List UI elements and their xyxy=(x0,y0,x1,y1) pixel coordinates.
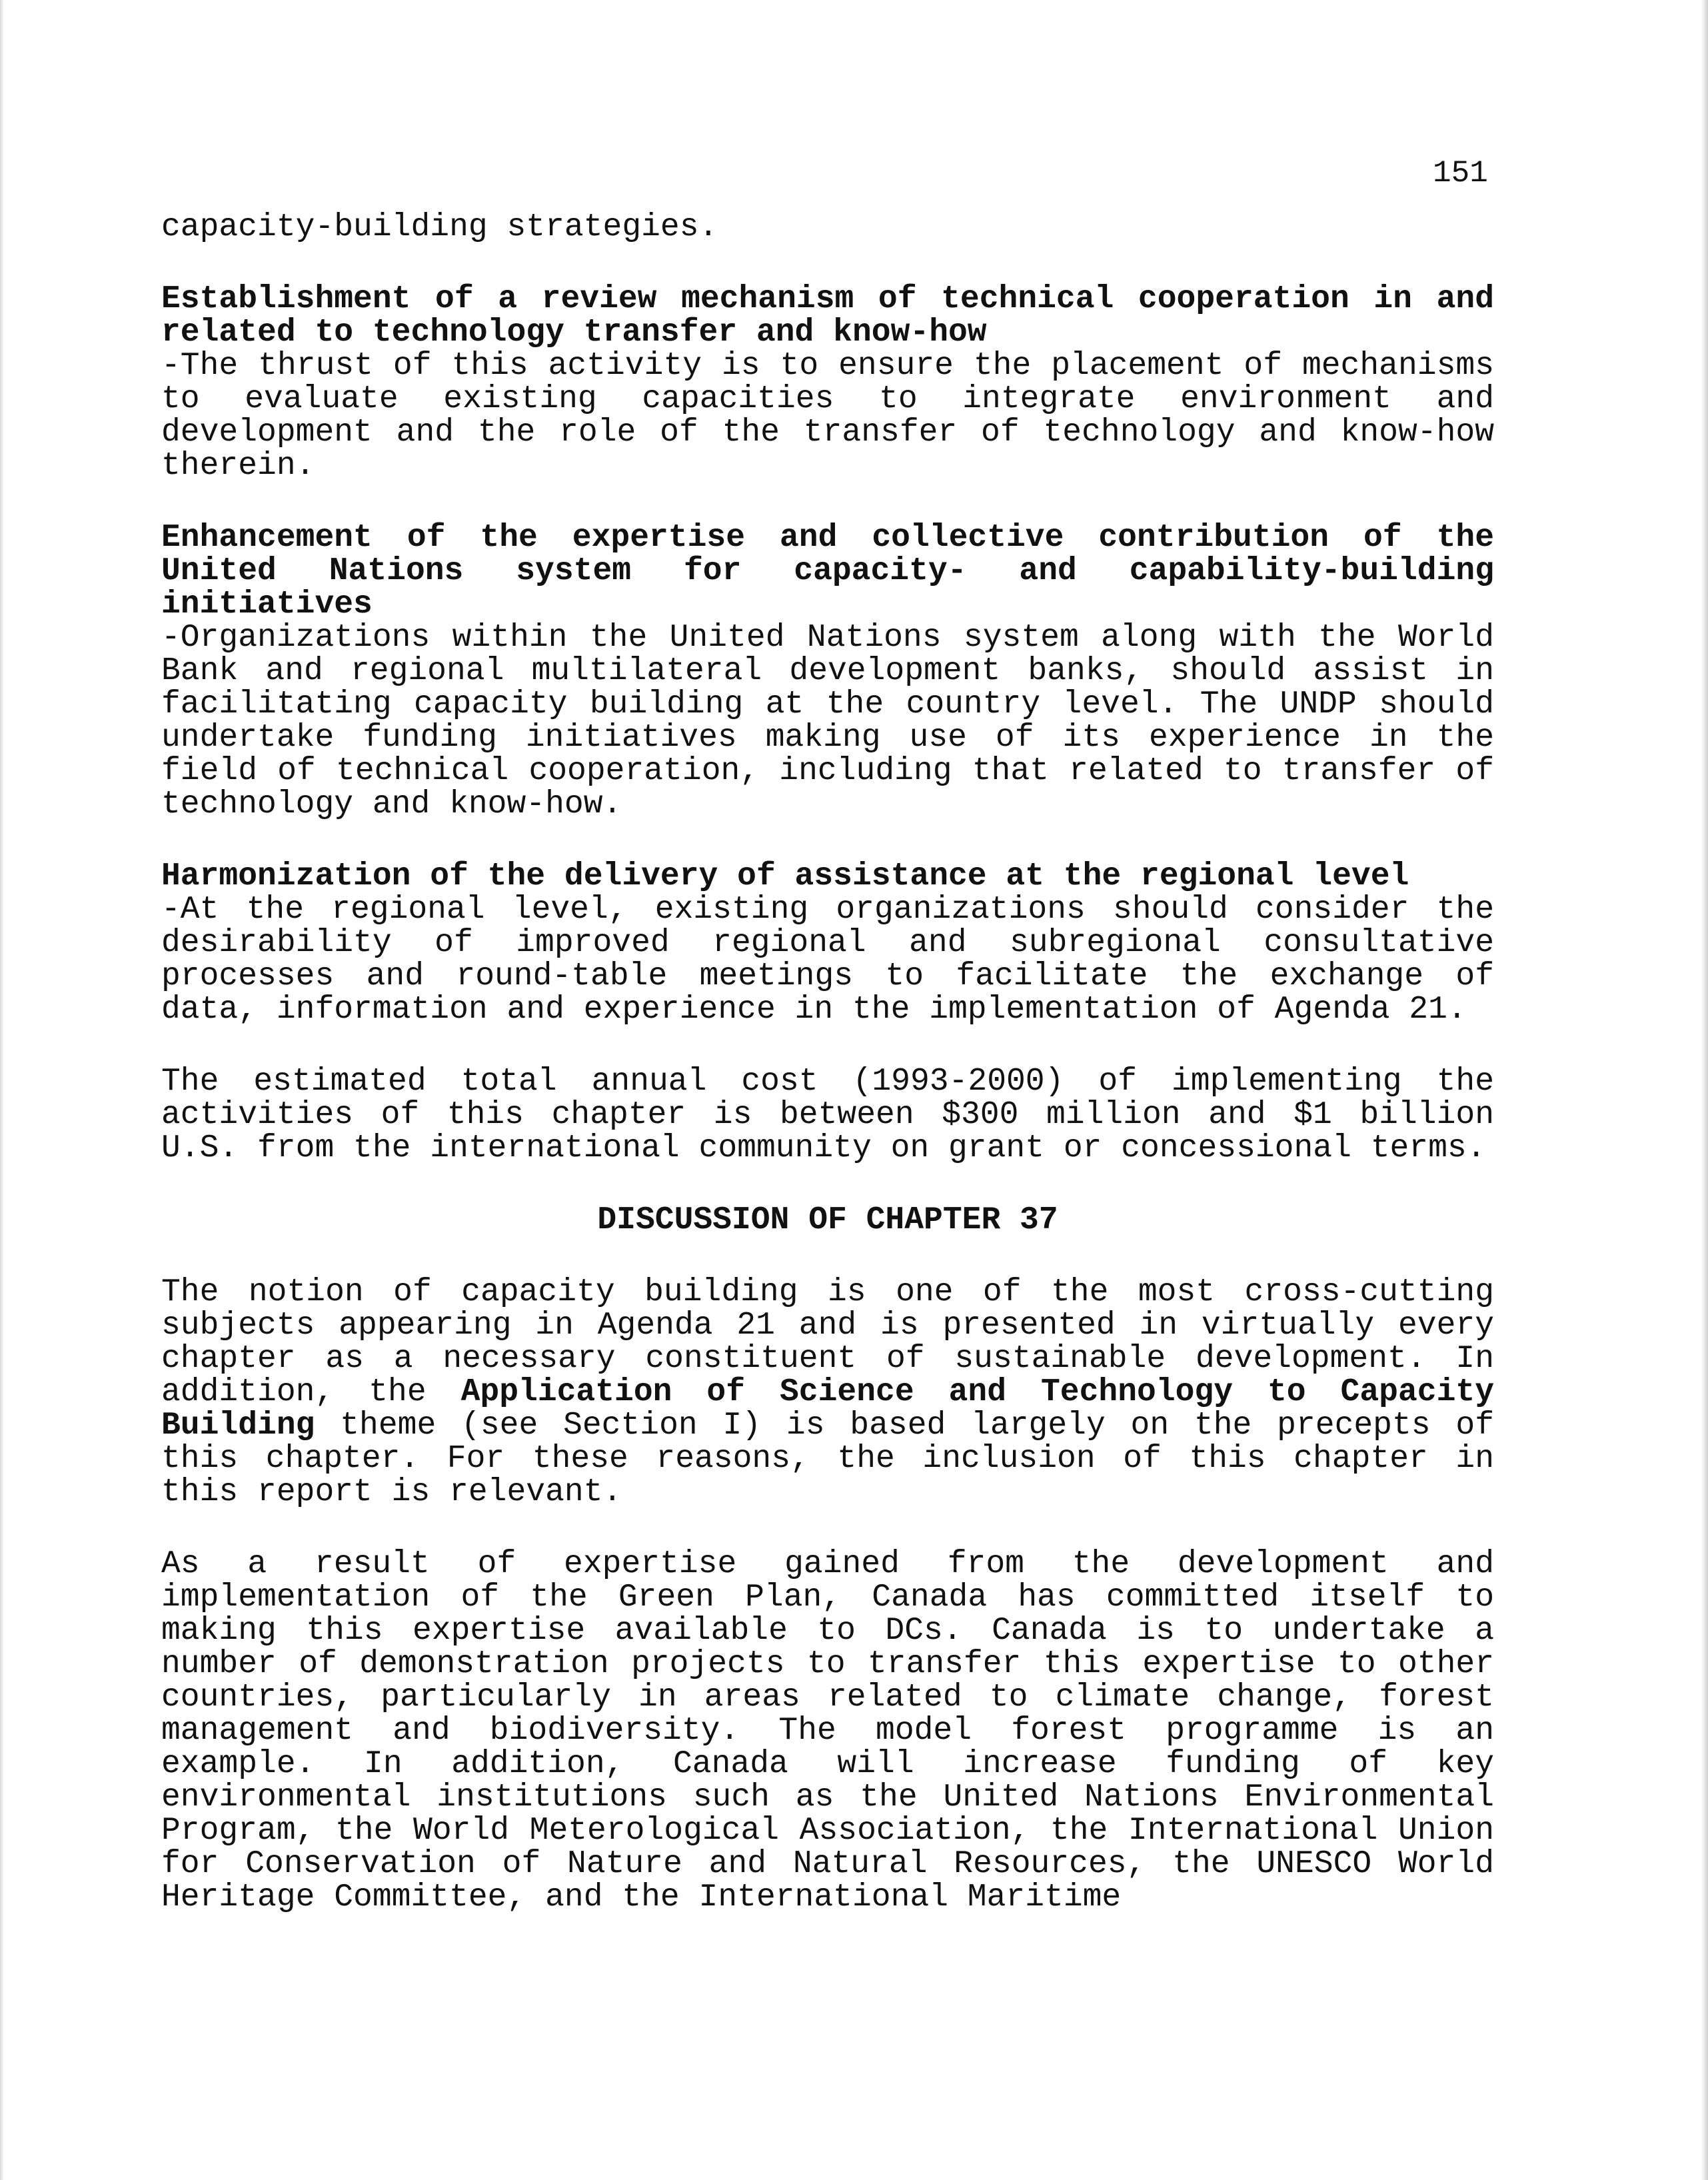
section-heading: Establishment of a review mechanism of technical cooperation in and related to technology transfer and know-how xyxy=(161,281,1494,351)
section-heading: Enhancement of the expertise and collective contribution of the United Nations system for capacity- and capability-building initiatives xyxy=(161,520,1494,622)
discussion-bold-theme: Application of Science and Technology to Capacity Building xyxy=(161,1374,1494,1444)
page-number: 151 xyxy=(1433,156,1488,191)
section-body: -Organizations within the United Nations system along with the World Bank and regional multilateral development banks, should assist in facilitating capacity building at the country level. The UNDP should undertake funding initiatives making use of its experience in the field of technical cooperation, including that related to transfer of technology and know-how. xyxy=(161,620,1494,822)
page-edge-right xyxy=(1701,0,1708,2180)
discussion-title: DISCUSSION OF CHAPTER 37 xyxy=(597,1202,1058,1238)
page-edge-left xyxy=(0,0,4,2180)
discussion-text-start: The notion of capacity building is one of the most cross-cutting subjects appearing in Agenda 21 and is presented in virtually every chapter as a necessary constituent of sustainable development. In addition, the xyxy=(161,1274,1494,1410)
section-un-expertise xyxy=(161,521,1494,821)
section-review-mechanism xyxy=(161,283,1494,483)
section-regional-harmonization xyxy=(161,860,1494,1026)
section-body: -The thrust of this activity is to ensure the placement of mechanisms to evaluate existing capacities to integrate environment and development and the role of the transfer of technology and know-how therein. xyxy=(161,348,1494,484)
page-content xyxy=(161,211,1494,1953)
cost-paragraph: The estimated total annual cost (1993-2000) of implementing the activities of this chapter is between $300 million and $1 billion U.S. from the international community on grant or concessional terms. xyxy=(161,1064,1494,1166)
opening-line: capacity-building strategies. xyxy=(161,209,718,245)
final-paragraph: As a result of expertise gained from the development and implementation of the Green Plan, Canada has committed itself to making this expertise available to DCs. Canada is to undertake a number of demonstration projects to transfer this expertise to other countries, particularly in areas related to climate change, forest management and biodiversity. The model forest programme is an example. In addition, Canada will increase funding of key environmental institutions such as the United Nations Environmental Program, the World Meterological Association, the International Union for Conservation of Nature and Natural Resources, the UNESCO World Heritage Committee, and the International Maritime xyxy=(161,1546,1494,1915)
discussion-paragraph xyxy=(161,1276,1494,1509)
section-body: -At the regional level, existing organizations should consider the desirability of improved regional and subregional consultative processes and round-table meetings to facilitate the exchange of data, information and experience in the implementation of Agenda 21. xyxy=(161,892,1494,1028)
section-heading: Harmonization of the delivery of assistance at the regional level xyxy=(161,858,1409,894)
discussion-text-end: theme (see Section I) is based largely on the precepts of this chapter. For these reasons, the inclusion of this chapter in this report is relevant. xyxy=(161,1408,1494,1510)
